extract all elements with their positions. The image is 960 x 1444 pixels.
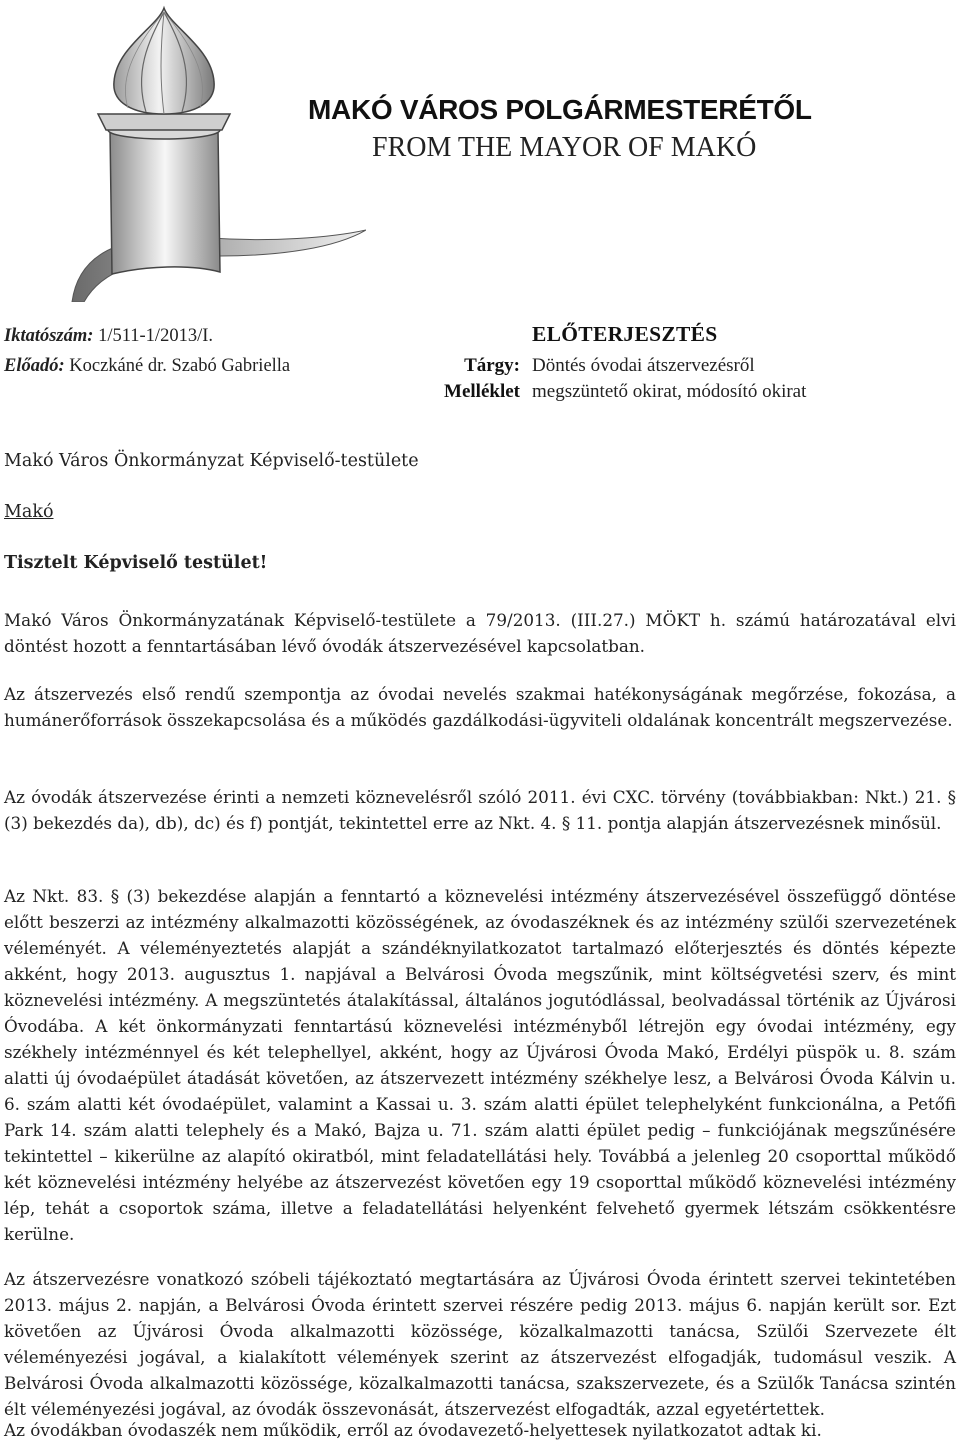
paragraph: [4, 1266, 956, 1422]
attachment-value: megszüntető okirat, módosító okirat: [532, 381, 807, 402]
paragraph-text: Makó Város Önkormányzatának Képviselő-testülete a 79/2013. (III.27.) MÖKT h. számú határozatával elvi döntést hozott a fenntartásában lévő óvodák átszervezésével kapcsolatban.: [4, 610, 956, 656]
attachment-label: Melléklet: [444, 381, 520, 402]
paragraph: [4, 607, 956, 659]
paragraph-text: Az óvodák átszervezése érinti a nemzeti köznevelésről szóló 2011. évi CXC. törvény (továbbiakban: Nkt.) 21. § (3) bekezdés da), db), dc) és f) pontját, tekintettel erre az Nkt. 4. § 11. pontja alapján átszervezésnek minősül.: [4, 787, 956, 833]
reference-number: [4, 326, 213, 347]
paragraph: [4, 784, 956, 836]
reference-number-label: Iktatószám:: [4, 326, 94, 346]
paragraph: [4, 883, 956, 1247]
letterhead-title: MAKÓ VÁROS POLGÁRMESTERÉTŐL: [308, 94, 812, 125]
greeting: Tisztelt Képviselő testület!: [4, 553, 268, 573]
city-emblem-logo: [50, 2, 366, 302]
paragraph-text: Az átszervezés első rendű szempontja az óvodai nevelés szakmai hatékonyságának megőrzése, fokozása, a humánerőforrások összekapcsolása és a működés gazdálkodási-ügyviteli oldalának koncentrált megszervezése.: [4, 684, 956, 730]
paragraph: [4, 1417, 956, 1443]
paragraph-text: Az óvodákban óvodaszék nem működik, erről az óvodavezető-helyettesek nyilatkozatot adtak ki.: [4, 1420, 822, 1440]
paragraph: [4, 681, 956, 733]
reference-number-value: 1/511-1/2013/I.: [98, 326, 213, 346]
subject-value: Döntés óvodai átszervezésről: [532, 355, 755, 376]
subject-label: Tárgy:: [464, 355, 520, 376]
presenter-value: Koczkáné dr. Szabó Gabriella: [69, 356, 291, 376]
addressee-body: Makó Város Önkormányzat Képviselő-testülete: [4, 451, 419, 471]
presenter: [4, 356, 290, 377]
paragraph-text: Az átszervezésre vonatkozó szóbeli tájékoztató megtartására az Újvárosi Óvoda érintett szervei tekintetében 2013. május 2. napján, a Belvárosi Óvoda érintett szervei részére pedig 2013. május 6. napján került sor. Ezt követően az Újvárosi Óvoda alkalmazotti közössége, közalkalmazotti tanácsa, Szülői Szervezete élt véleményezési jogával, a kialakított vélemények szerint az átszervezést elfogadják, tudomásul veszik. A Belvárosi Óvoda alkalmazotti közössége, közalkalmazotti tanácsa, szakszervezete, és a Szülők Tanácsa szintén élt véleményezési jogával, az óvodák összevonását, átszervezést elfogadták, azzal egyetértettek.: [4, 1269, 956, 1419]
paragraph-text: Az Nkt. 83. § (3) bekezdése alapján a fenntartó a köznevelési intézmény átszervezésével összefüggő döntése előtt beszerzi az intézmény alkalmazotti közösségének, az óvodaszéknek és az intézmény szülői szervezetének véleményét. A véleményeztetés alapját a szándéknyilatkozatot tartalmazó előterjesztés és döntés képezte akként, hogy 2013. augusztus 1. napjával a Belvárosi Óvoda megszűnik, mint költségvetési szerv, és mint köznevelési intézmény. A megszüntetés átalakítással, általános jogutódlással, beolvadással történik az Újvárosi Óvodába. A két önkormányzati fenntartású köznevelési intézményből létrejön egy óvodai intézmény, egy székhely intézménnyel és két telephellyel, akként, hogy az Újvárosi Óvoda Makó, Erdélyi püspök u. 8. szám alatti új óvodaépület átadását követően, az átszervezett intézmény székhelye lesz, a Belvárosi Óvoda Kálvin u. 6. szám alatti két óvodaépület, valamint a Kassai u. 3. szám alatti épület telephelyként funkcionálna, a Petőfi Park 14. szám alatti telephely és a Makó, Bajza u. 71. szám alatti épület pedig – funkciójának megszűnésére tekintettel – kikerülne az alapító okiratból, mint feladatellátási hely. Továbbá a jelenleg 20 csoporttal működő két köznevelési intézmény helyébe az átszervezést követően egy 19 csoporttal működő köznevelési intézmény lép, tehát a csoportok száma, illetve a feladatellátási helyenként felvehető gyermek létszám csökkentésre kerülne.: [4, 886, 956, 1244]
proposal-title: ELŐTERJESZTÉS: [532, 322, 718, 346]
addressee-city: Makó: [4, 502, 54, 522]
presenter-label: Előadó:: [4, 356, 65, 376]
letterhead-subtitle: FROM THE MAYOR OF MAKÓ: [372, 132, 757, 163]
